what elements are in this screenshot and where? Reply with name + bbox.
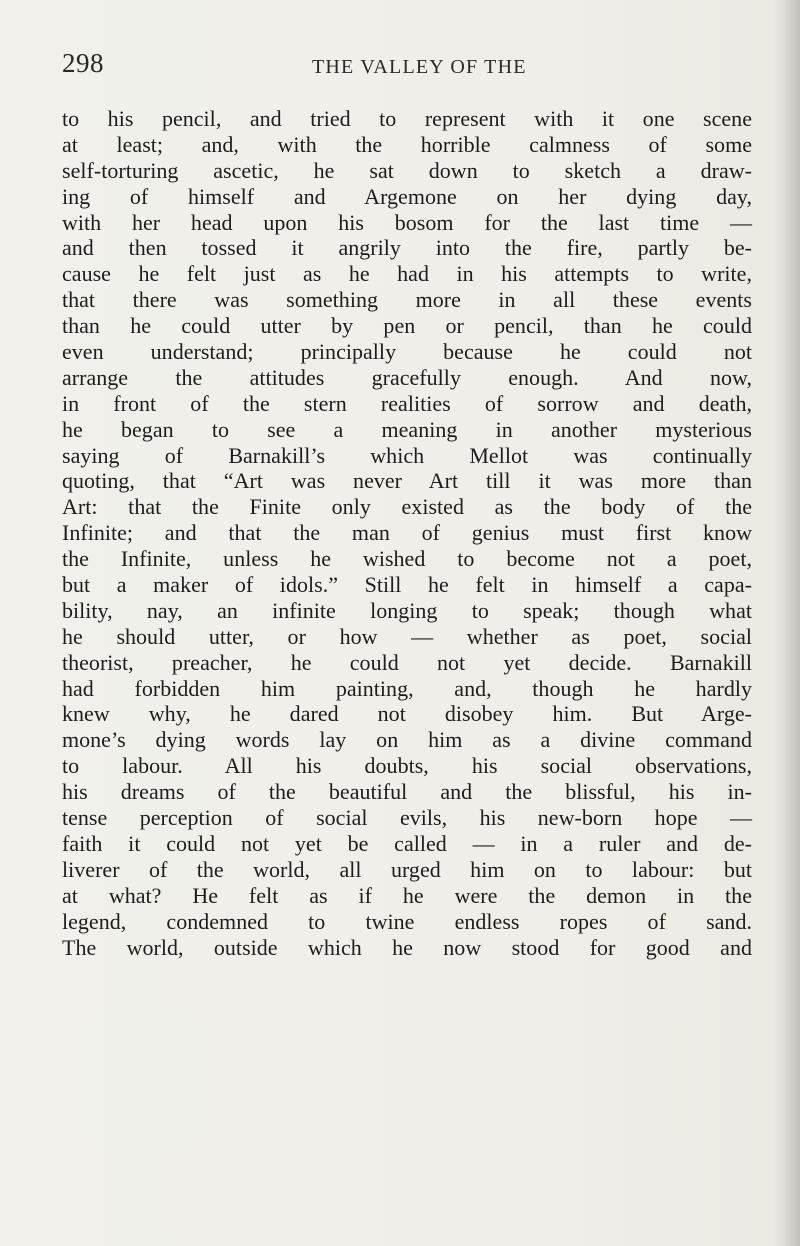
text-line: the Infinite, unless he wished to become not a poet, xyxy=(62,546,752,572)
text-line: ing of himself and Argemone on her dying day, xyxy=(62,183,752,209)
text-line: theorist, preacher, he could not yet decide. Barnakill xyxy=(62,649,752,675)
text-line: Art: that the Finite only existed as the body of the xyxy=(62,494,752,520)
text-line: Infinite; and that the man of genius must first know xyxy=(62,520,752,546)
text-line: he began to see a meaning in another mysterious xyxy=(62,416,752,442)
text-line: saying of Barnakill’s which Mellot was continually xyxy=(62,442,752,468)
body-text xyxy=(62,106,752,960)
text-line: arrange the attitudes gracefully enough. And now, xyxy=(62,364,752,390)
text-line: at least; and, with the horrible calmness of some xyxy=(62,131,752,157)
text-line: with her head upon his bosom for the last time — xyxy=(62,209,752,235)
text-line: and then tossed it angrily into the fire, partly be- xyxy=(62,235,752,261)
text-line: but a maker of idols.” Still he felt in himself a capa- xyxy=(62,572,752,598)
running-title: THE VALLEY OF THE xyxy=(312,56,527,78)
text-line: cause he felt just as he had in his attempts to write, xyxy=(62,261,752,287)
text-line: at what? He felt as if he were the demon in the xyxy=(62,882,752,908)
text-line: mone’s dying words lay on him as a divine command xyxy=(62,727,752,753)
page-header xyxy=(62,50,582,90)
text-line: had forbidden him painting, and, though he hardly xyxy=(62,675,752,701)
text-line: to labour. All his doubts, his social observations, xyxy=(62,753,752,779)
text-line: he should utter, or how — whether as poet, social xyxy=(62,623,752,649)
text-line: quoting, that “Art was never Art till it was more than xyxy=(62,468,752,494)
text-line: liverer of the world, all urged him on to labour: but xyxy=(62,856,752,882)
text-line: tense perception of social evils, his new-born hope — xyxy=(62,805,752,831)
text-line: even understand; principally because he could not xyxy=(62,339,752,365)
text-line: in front of the stern realities of sorrow and death, xyxy=(62,390,752,416)
text-line: knew why, he dared not disobey him. But Arge- xyxy=(62,701,752,727)
text-line: self-torturing ascetic, he sat down to sketch a draw- xyxy=(62,157,752,183)
text-line: than he could utter by pen or pencil, than he could xyxy=(62,313,752,339)
text-line: to his pencil, and tried to represent with it one scene xyxy=(62,106,752,131)
text-line: faith it could not yet be called — in a ruler and de- xyxy=(62,830,752,856)
text-line: legend, condemned to twine endless ropes of sand. xyxy=(62,908,752,934)
text-line: The world, outside which he now stood for good and xyxy=(62,934,752,960)
page-number: 298 xyxy=(62,48,104,78)
page-edge-shadow xyxy=(772,0,800,1246)
text-line: his dreams of the beautiful and the blissful, his in- xyxy=(62,779,752,805)
text-line: that there was something more in all these events xyxy=(62,287,752,313)
text-line: bility, nay, an infinite longing to speak; though what xyxy=(62,597,752,623)
